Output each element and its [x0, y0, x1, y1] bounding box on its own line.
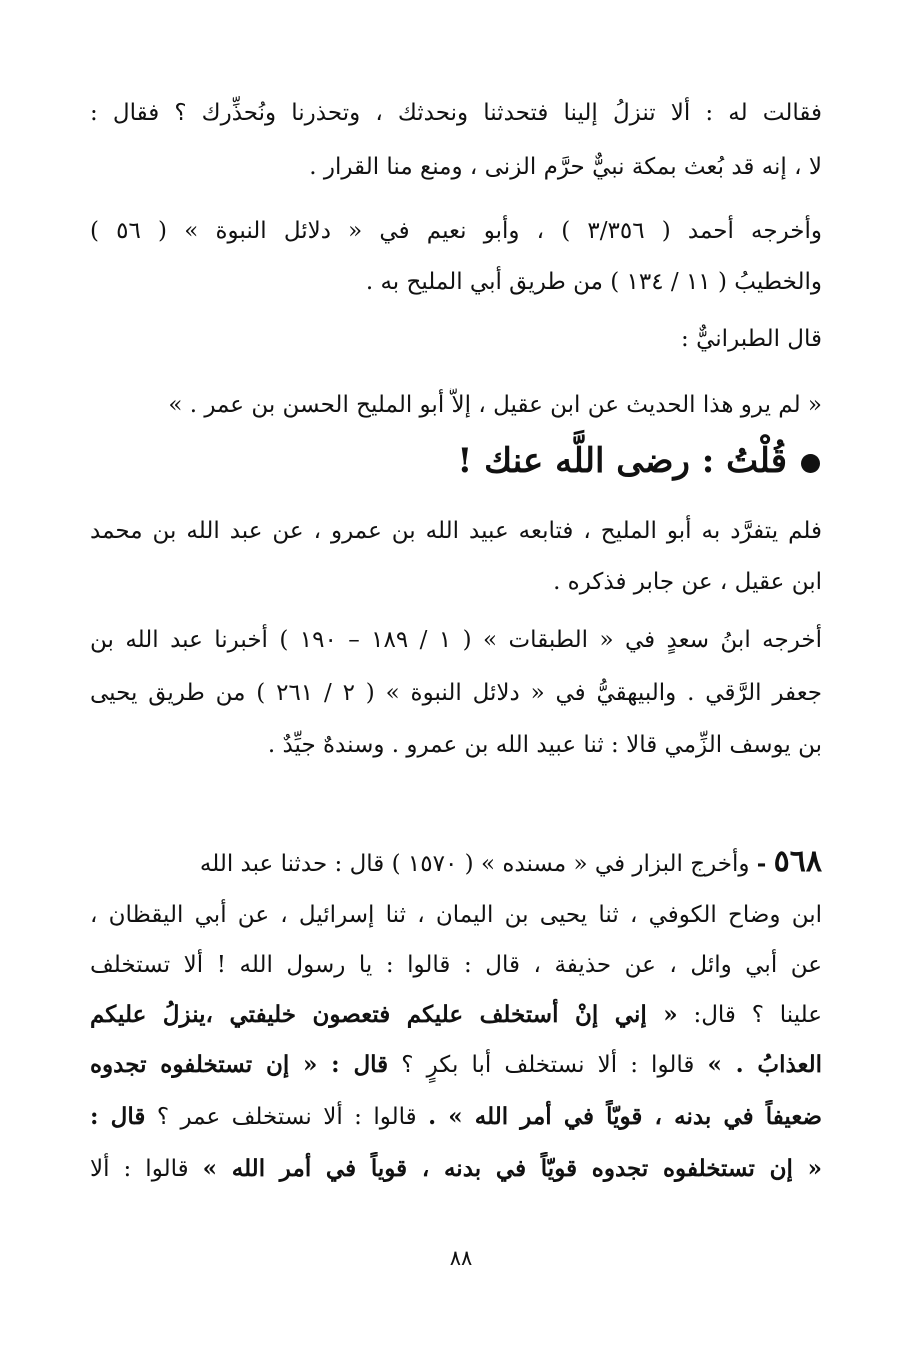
- text-line-13: عن أبي وائل ، عن حذيفة ، قال : قالوا : يا رسول الله ! ألا تستخلف: [90, 952, 822, 978]
- text-line-15: [90, 1048, 822, 1084]
- text-line-14-a: علينا ؟ قال:: [693, 1002, 822, 1028]
- text-line-4: والخطيبُ ( ١١ / ١٣٤ ) من طريق أبي المليح به .: [365, 269, 822, 295]
- hadith-intro-end: قال : حدثنا عبد الله: [199, 851, 385, 877]
- page-number: ٨٨: [449, 1246, 473, 1270]
- text-line-9: جعفر الرَّقي . والبيهقيُّ في « دلائل النبوة » ( ٢ / ٢٦١ ) من طريق يحيى: [90, 680, 822, 706]
- text-line-16-c: قال :: [90, 1103, 146, 1130]
- text-line-5: قال الطبرانيٌّ :: [681, 326, 822, 352]
- text-line-16-a: ضعيفاً في بدنه ، قويّاً في أمر الله » .: [428, 1103, 822, 1130]
- text-line-17-a: « إن تستخلفوه تجدوه قويّاً في بدنه ، قوياً في أمر الله »: [202, 1155, 822, 1182]
- hadith-first-line: [90, 845, 822, 881]
- text-line-2: لا ، إنه قد بُعث بمكة نبيٌّ حرَّم الزنى ، ومنع منا القرار .: [309, 154, 822, 180]
- text-line-6: فلم يتفرَّد به أبو المليح ، فتابعه عبيد الله بن عمرو ، عن عبد الله بن محمد: [90, 518, 822, 544]
- text-line-7: ابن عقيل ، عن جابر فذكره .: [553, 569, 822, 595]
- text-line-16-b: قالوا : ألا نستخلف عمر ؟: [156, 1104, 417, 1130]
- text-line-17: [90, 1152, 822, 1188]
- section-heading: [457, 436, 820, 488]
- text-line-1: فقالت له : ألا تنزلُ إلينا فتحدثنا ونحدثك ، وتحذرنا ونُحذِّرك ؟ فقال :: [90, 100, 822, 126]
- bullet-icon: [801, 454, 820, 473]
- text-line-14: [90, 998, 822, 1034]
- hadith-dash: -: [756, 850, 767, 877]
- heading-text: قُلْتُ : رضى اللَّه عنك !: [457, 441, 787, 481]
- text-line-17-b: قالوا : ألا: [90, 1156, 189, 1182]
- text-line-15-c: قال : « إن تستخلفوه تجدوه: [90, 1051, 389, 1078]
- hadith-number: ٥٦٨: [773, 845, 822, 879]
- text-line-12: ابن وضاح الكوفي ، ثنا يحيى بن اليمان ، ثنا إسرائيل ، عن أبي اليقظان ،: [90, 902, 822, 928]
- text-line-16: [90, 1100, 822, 1136]
- text-line-14-b: « إني إنْ أستخلف عليكم فتعصون خليفتي ،ينزلُ عليكم: [90, 1001, 678, 1028]
- text-line-10: بن يوسف الزِّمي قالا : ثنا عبيد الله بن عمرو . وسندهٌ جيِّدٌ .: [267, 732, 822, 758]
- text-line-15-a: العذابُ . »: [707, 1051, 822, 1078]
- text-line-8: أخرجه ابنُ سعدٍ في « الطبقات » ( ١ / ١٨٩ – ١٩٠ ) أخبرنا عبد الله بن: [90, 627, 822, 653]
- text-line-15-b: قالوا : ألا نستخلف أبا بكرٍ ؟: [401, 1052, 695, 1078]
- text-line-3: وأخرجه أحمد ( ٣/٣٥٦ ) ، وأبو نعيم في « دلائل النبوة » ( ٥٦ ): [90, 218, 822, 244]
- quote-line: « لم يرو هذا الحديث عن ابن عقيل ، إلاَّ أبو المليح الحسن بن عمر . »: [168, 392, 822, 418]
- hadith-intro: وأخرج البزار في « مسنده » ( ١٥٧٠ ): [391, 851, 750, 877]
